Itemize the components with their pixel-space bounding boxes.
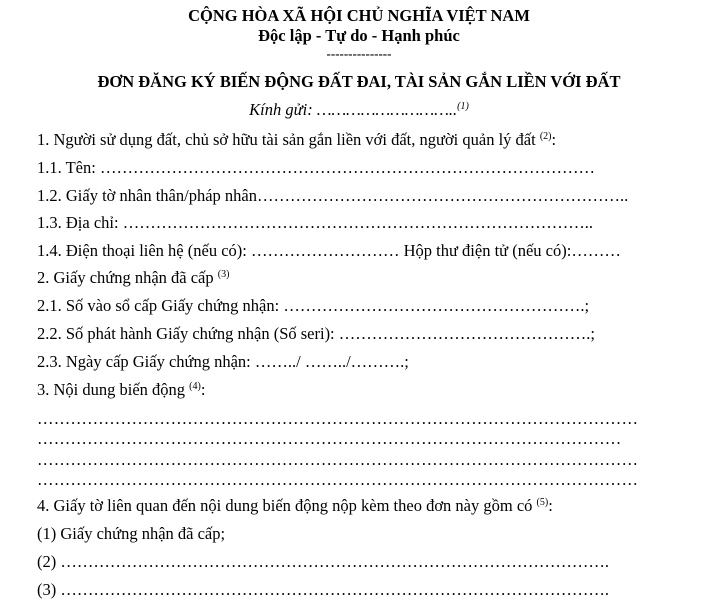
section-1-tail: : (551, 130, 557, 149)
change-content-line-4: ……………………………………………………………………………………………… (37, 470, 639, 489)
field-name: 1.1. Tên: ……………………………………………………………………………… (37, 158, 595, 177)
section-3-note: (4) (189, 381, 201, 392)
recipient-label: Kính gửi: ……………………….. (249, 100, 458, 119)
section-3-tail: : (200, 380, 206, 399)
section-3-heading (37, 380, 205, 400)
field-certificate-book-number: 2.1. Số vào sổ cấp Giấy chứng nhận: ……………………………………………….; (37, 296, 590, 315)
attachment-item-1: (1) Giấy chứng nhận đã cấp; (37, 524, 226, 543)
header-divider: --------------- (326, 46, 392, 61)
section-2-heading (37, 268, 229, 288)
section-4-tail: : (548, 496, 553, 515)
field-certificate-issue-date: 2.3. Ngày cấp Giấy chứng nhận: ……../ ……../……….; (37, 352, 409, 371)
motto: Độc lập - Tự do - Hạnh phúc (258, 26, 460, 45)
field-identity-docs: 1.2. Giấy tờ nhân thân/pháp nhân………………………………………………………….. (37, 186, 629, 205)
field-address: 1.3. Địa chỉ: ………………………………………………………………………….. (37, 213, 593, 232)
attachment-item-2: (2) ………………………………………………………………………………………. (37, 552, 609, 571)
section-4-heading (37, 496, 553, 516)
section-3-text: 3. Nội dung biến động (37, 380, 190, 399)
section-1-heading (37, 130, 556, 150)
change-content-line-2: …………………………………………………………………………………………… (37, 429, 622, 448)
section-1-note: (2) (539, 131, 552, 142)
field-phone-email: 1.4. Điện thoại liên hệ (nếu có): ……………………… Hộp thư điện tử (nếu có):……… (37, 241, 621, 260)
attachment-item-3: (3) ………………………………………………………………………………………. (37, 580, 609, 599)
form-title: ĐƠN ĐĂNG KÝ BIẾN ĐỘNG ĐẤT ĐAI, TÀI SẢN GẮN LIỀN VỚI ĐẤT (97, 72, 621, 91)
section-2-text: 2. Giấy chứng nhận đã cấp (37, 268, 218, 287)
section-2-note: (3) (217, 269, 230, 280)
section-1-text: 1. Người sử dụng đất, chủ sở hữu tài sản gắn liền với đất, người quản lý đất (37, 130, 540, 149)
recipient-line (0, 100, 718, 120)
section-4-text: 4. Giấy tờ liên quan đến nội dung biến động nộp kèm theo đơn này gồm có (37, 496, 537, 515)
change-content-line-3: ……………………………………………………………………………………………… (37, 450, 639, 469)
section-4-note: (5) (536, 497, 549, 508)
nation-header: CỘNG HÒA XÃ HỘI CHỦ NGHĨA VIỆT NAM (188, 6, 530, 25)
recipient-note: (1) (457, 101, 469, 112)
change-content-line-1: ……………………………………………………………………………………………… (37, 409, 639, 428)
field-certificate-serial: 2.2. Số phát hành Giấy chứng nhận (Số seri): ……………………………………….; (37, 324, 595, 343)
